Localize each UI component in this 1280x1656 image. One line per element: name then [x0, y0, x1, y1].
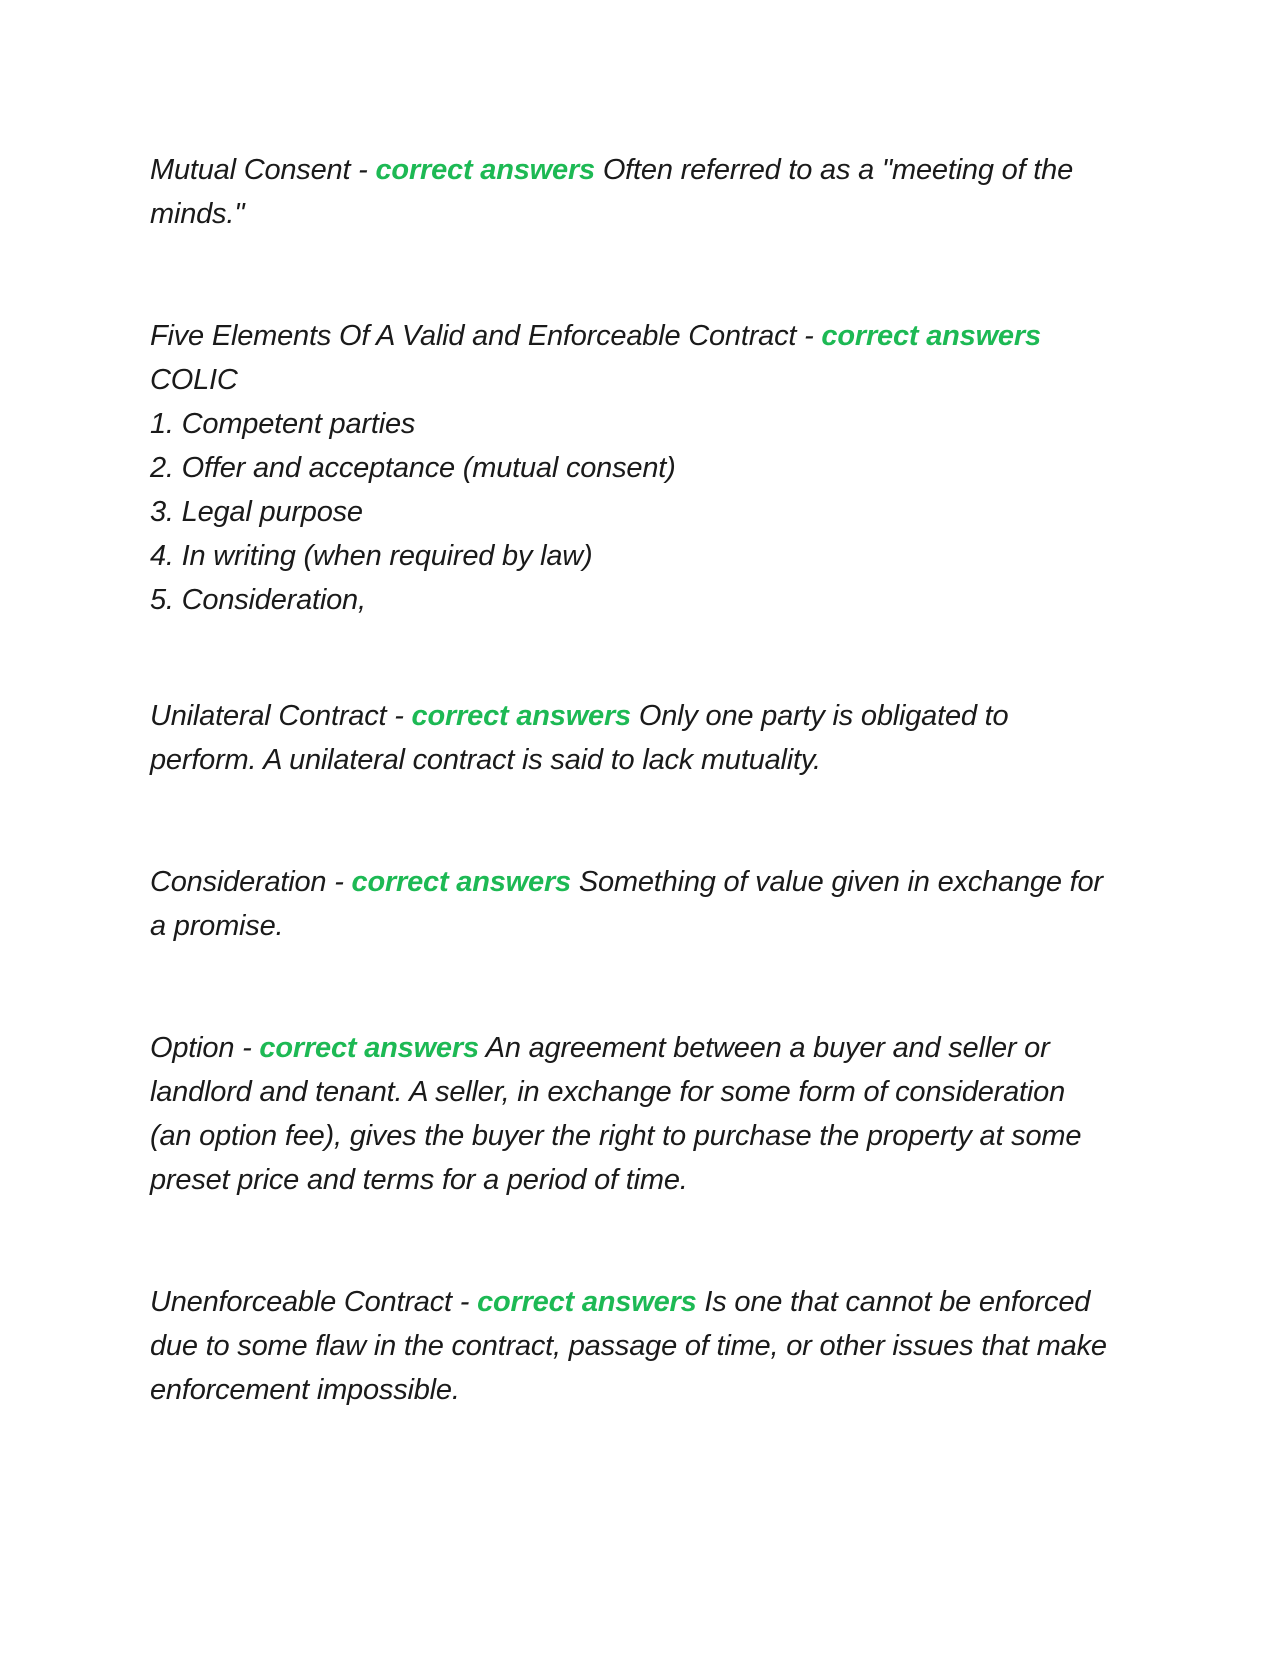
entry-paragraph: [150, 694, 1110, 782]
answer-label: correct answers: [411, 700, 631, 732]
qa-entry-five-elements: [150, 314, 1110, 622]
list-item: 2. Offer and acceptance (mutual consent): [150, 452, 676, 484]
qa-entry-option: [150, 1026, 1110, 1202]
entry-term: Mutual Consent: [150, 154, 351, 186]
entry-definition: Often referred to as a "meeting of the minds.": [150, 154, 1074, 230]
entry-term: Unenforceable Contract: [150, 1286, 452, 1318]
answer-label: correct answers: [375, 154, 595, 186]
qa-entry-mutual-consent: [150, 148, 1110, 236]
entry-paragraph: [150, 148, 1110, 236]
entry-term: Option: [150, 1032, 235, 1064]
entry-paragraph: [150, 1026, 1110, 1202]
entry-definition: COLIC: [150, 364, 238, 396]
list-item: 5. Consideration,: [150, 584, 366, 616]
qa-entry-unenforceable-contract: [150, 1280, 1110, 1412]
qa-entry-consideration: [150, 860, 1110, 948]
entry-term: Consideration: [150, 866, 327, 898]
answer-label: correct answers: [477, 1286, 697, 1318]
entry-definition: An agreement between a buyer and seller or landlord and tenant. A seller, in exchange for some form of consideration (an option fee), gives the buyer the right to purchase the property at some preset price and terms for a period of time.: [150, 1032, 1082, 1196]
entry-term: Five Elements Of A Valid and Enforceable Contract: [150, 320, 797, 352]
entry-definition: Something of value given in exchange for a promise.: [150, 866, 1103, 942]
qa-entry-unilateral-contract: [150, 694, 1110, 782]
entry-paragraph: [150, 860, 1110, 948]
term-separator: -: [234, 1032, 260, 1064]
term-separator: -: [796, 320, 822, 352]
entry-term: Unilateral Contract: [150, 700, 387, 732]
term-separator: -: [350, 154, 376, 186]
term-separator: -: [326, 866, 352, 898]
entry-definition: Only one party is obligated to perform. A unilateral contract is said to lack mutuality.: [150, 700, 1009, 776]
term-separator: -: [451, 1286, 478, 1318]
entry-paragraph: [150, 1280, 1110, 1412]
entry-paragraph: [150, 314, 1110, 402]
list-item: 1. Competent parties: [150, 408, 416, 440]
list-item: 3. Legal purpose: [150, 496, 363, 528]
answer-label: correct answers: [351, 866, 571, 898]
entry-definition: Is one that cannot be enforced due to some flaw in the contract, passage of time, or other issues that make enforcement impossible.: [150, 1286, 1107, 1406]
answer-label: correct answers: [259, 1032, 479, 1064]
list-item: 4. In writing (when required by law): [150, 540, 593, 572]
term-separator: -: [386, 700, 412, 732]
answer-label: correct answers: [821, 320, 1041, 352]
document-page: [150, 148, 1110, 1490]
